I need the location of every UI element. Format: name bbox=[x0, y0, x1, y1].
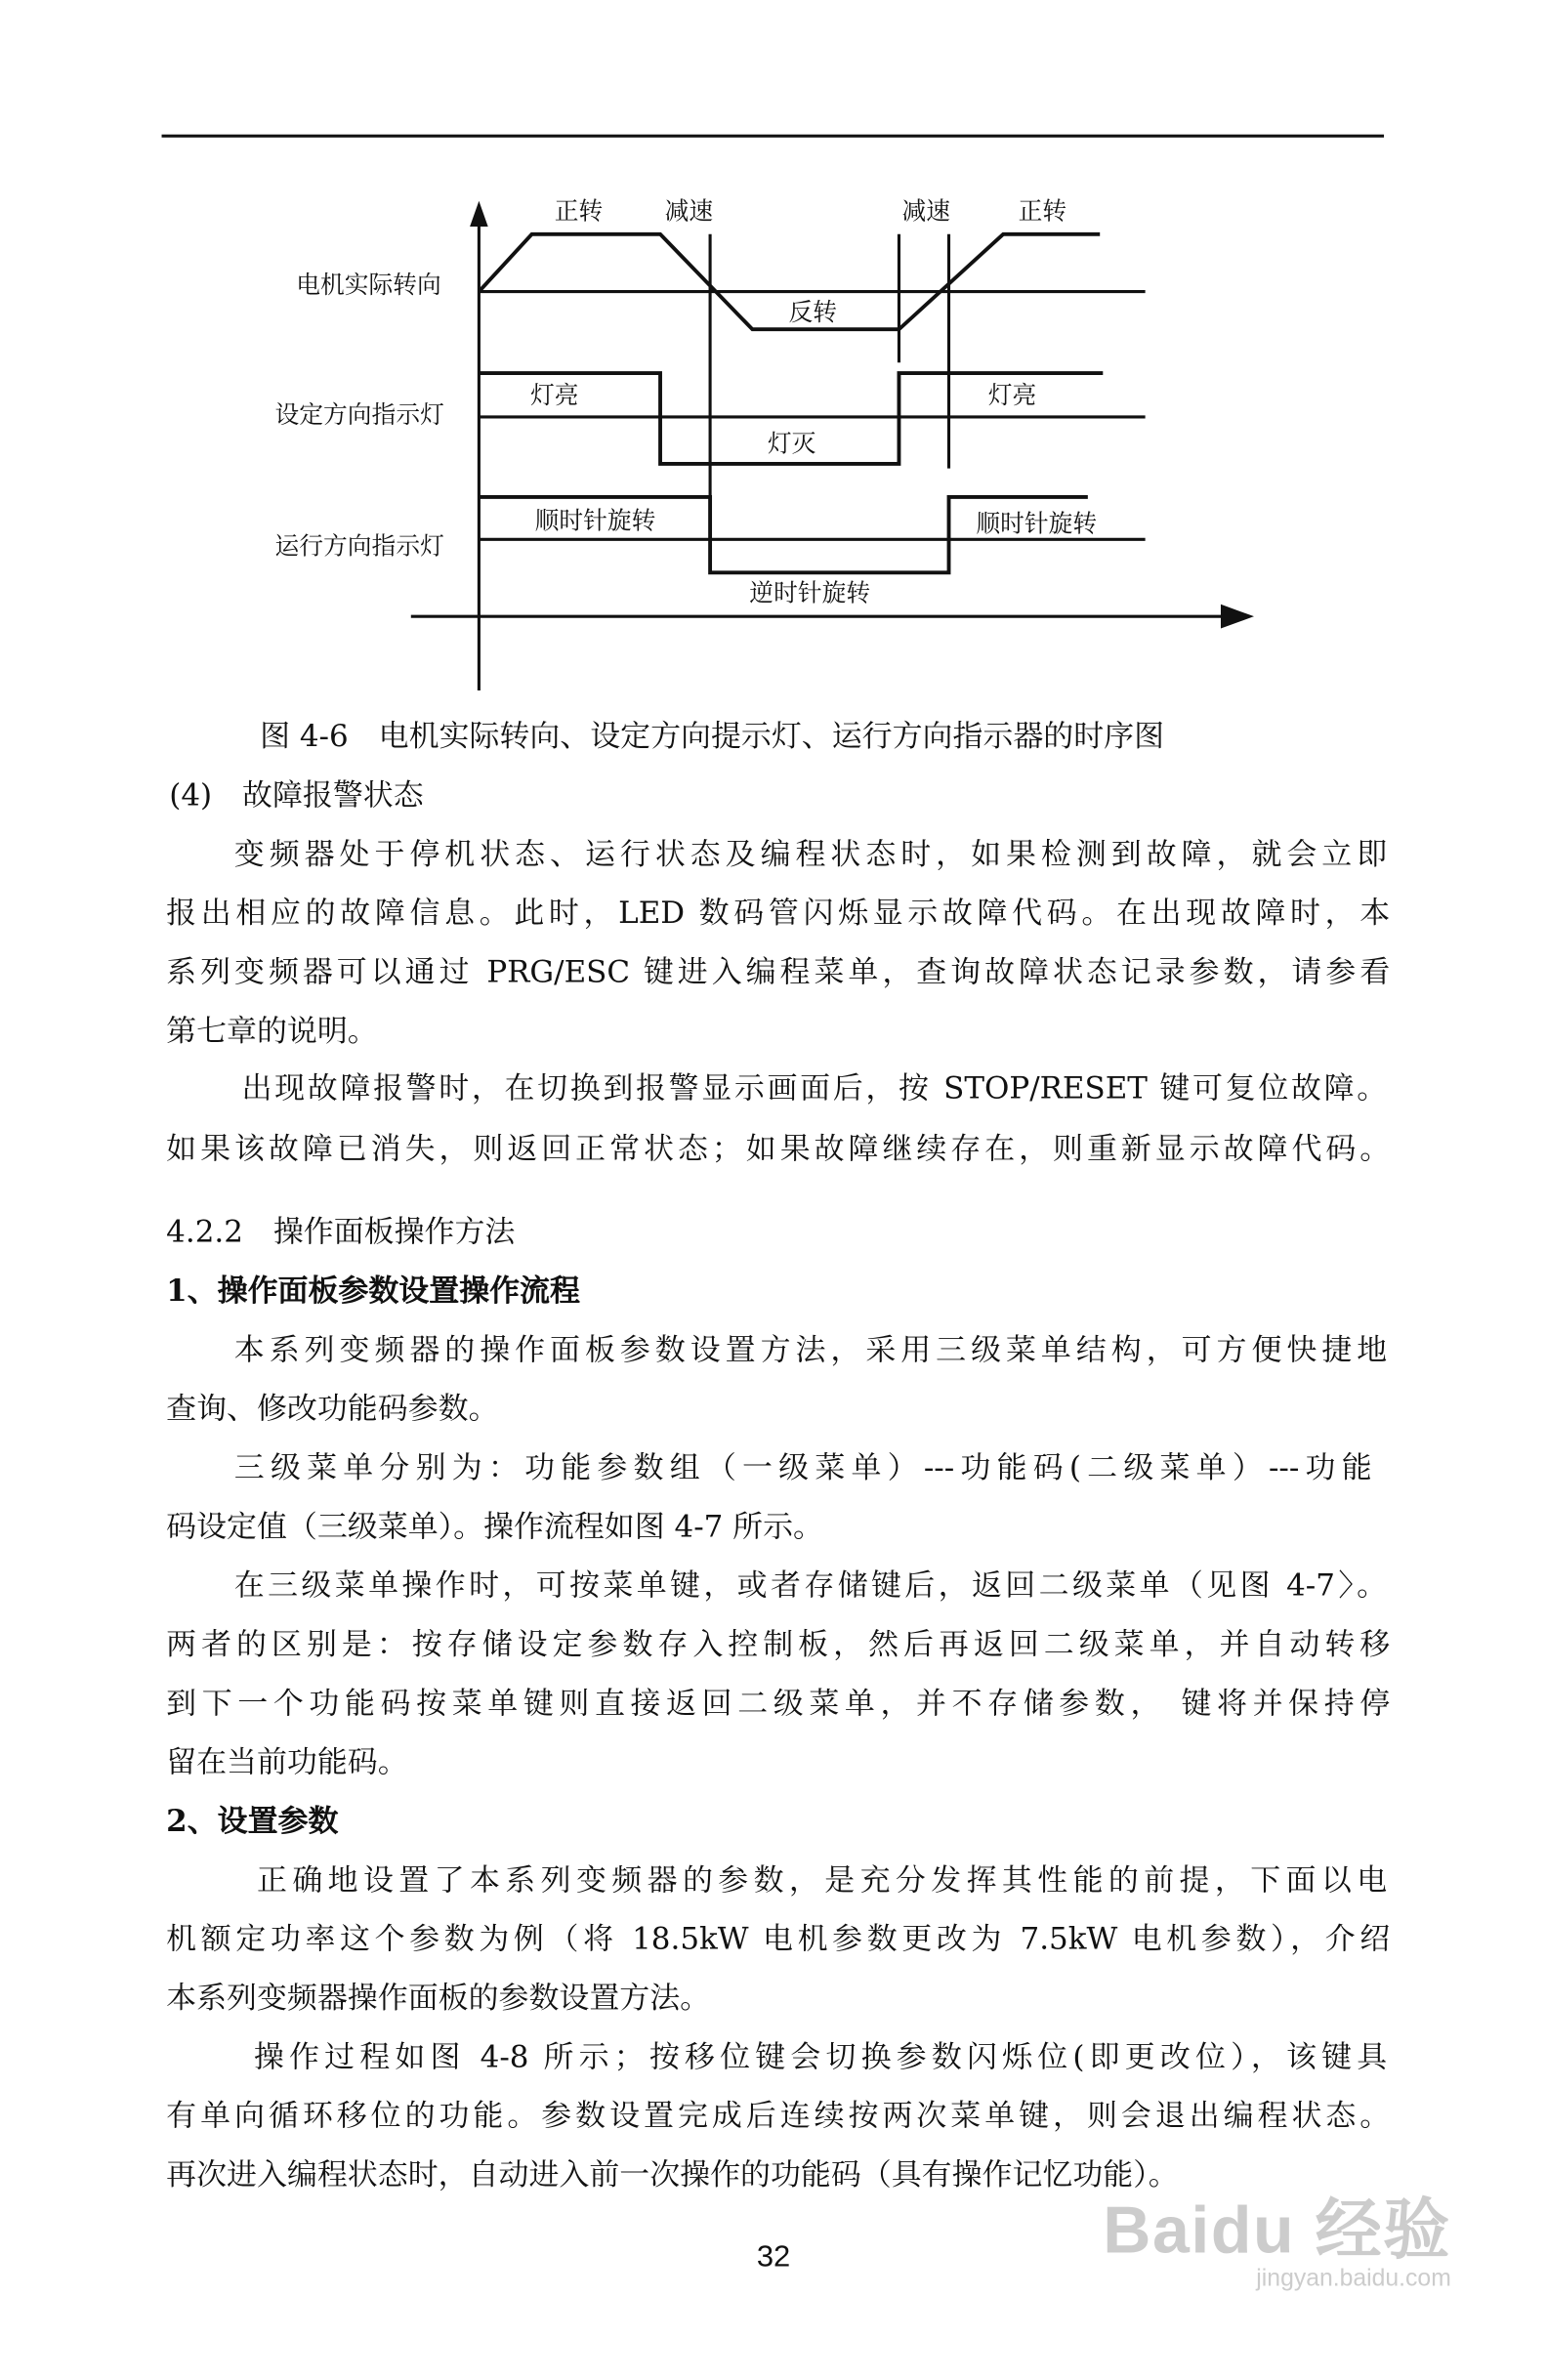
label-counterclockwise: 逆时针旋转 bbox=[749, 578, 871, 607]
paragraph-line: 本系列变频器的操作面板参数设置方法，采用三级菜单结构，可方便快捷地 bbox=[233, 1330, 1388, 1368]
paragraph-line: 正确地设置了本系列变频器的参数，是充分发挥其性能的前提，下面以电 bbox=[256, 1860, 1388, 1899]
paragraph-line: 本系列变频器操作面板的参数设置方法。 bbox=[166, 1979, 711, 2016]
row-label-run-light: 运行方向指示灯 bbox=[274, 531, 444, 561]
subsection-heading: 1、操作面板参数设置操作流程 bbox=[166, 1272, 580, 1309]
label-forward: 正转 bbox=[1018, 196, 1067, 226]
paragraph-line: 再次进入编程状态时，自动进入前一次操作的功能码（具有操作记忆功能）。 bbox=[166, 2155, 1179, 2192]
paragraph-line: 出现故障报警时，在切换到报警显示画面后，按 STOP/RESET 键可复位故障。 bbox=[241, 1069, 1388, 1106]
section-title: (4) 故障报警状态 bbox=[169, 776, 424, 814]
paragraph-line: 机额定功率这个参数为例（将 18.5kW 电机参数更改为 7.5kW 电机参数），介绍 bbox=[166, 1920, 1391, 1957]
watermark-url: jingyan.baidu.com bbox=[1256, 2266, 1451, 2292]
section-heading: 4.2.2 操作面板操作方法 bbox=[166, 1213, 516, 1250]
label-clockwise: 顺时针旋转 bbox=[534, 506, 656, 535]
label-decel: 减速 bbox=[901, 196, 951, 226]
page-number: 32 bbox=[756, 2240, 791, 2275]
row-label-motor: 电机实际转向 bbox=[296, 270, 441, 300]
paragraph-line: 系列变频器可以通过 PRG/ESC 键进入编程菜单，查询故障状态记录参数，请参看 bbox=[166, 953, 1391, 990]
paragraph-line: 留在当前功能码。 bbox=[166, 1743, 408, 1780]
label-light-on: 灯亮 bbox=[529, 380, 579, 410]
watermark-logo: Baidu 经验 bbox=[1103, 2193, 1451, 2269]
paragraph-line: 三级菜单分别为：功能参数组（一级菜单）---功能码(二级菜单）---功能 bbox=[233, 1448, 1372, 1485]
label-forward: 正转 bbox=[554, 196, 604, 226]
timing-diagram-lines bbox=[0, 0, 1547, 726]
paragraph-line: 到下一个功能码按菜单键则直接返回二级菜单，并不存储参数， 键将并保持停 bbox=[166, 1684, 1391, 1722]
paragraph-line: 在三级菜单操作时，可按菜单键，或者存储键后，返回二级菜单（见图 4-7〉。 bbox=[233, 1566, 1388, 1604]
paragraph-line: 码设定值（三级菜单）。操作流程如图 4-7 所示。 bbox=[166, 1507, 823, 1545]
label-light-on: 灯亮 bbox=[987, 380, 1037, 410]
subsection-heading: 2、设置参数 bbox=[166, 1802, 339, 1839]
paragraph-line: 报出相应的故障信息。此时，LED 数码管闪烁显示故障代码。在出现故障时，本 bbox=[166, 894, 1391, 931]
label-decel: 减速 bbox=[664, 196, 714, 226]
row-label-set-light: 设定方向指示灯 bbox=[274, 399, 444, 430]
baidu-watermark bbox=[1103, 2176, 1451, 2294]
paragraph-line: 操作过程如图 4-8 所示；按移位键会切换参数闪烁位(即更改位），该键具 bbox=[253, 2037, 1388, 2075]
paragraph-line: 第七章的说明。 bbox=[166, 1012, 378, 1049]
paragraph-line: 有单向循环移位的功能。参数设置完成后连续按两次菜单键，则会退出编程状态。 bbox=[166, 2097, 1391, 2134]
label-light-off: 灯灭 bbox=[767, 429, 816, 458]
y-axis-arrow-icon bbox=[470, 201, 488, 227]
time-axis-arrow-icon bbox=[1221, 605, 1254, 629]
label-clockwise: 顺时针旋转 bbox=[976, 509, 1098, 538]
paragraph-line: 两者的区别是：按存储设定参数存入控制板，然后再返回二级菜单，并自动转移 bbox=[166, 1625, 1391, 1662]
paragraph-line: 如果该故障已消失，则返回正常状态；如果故障继续存在，则重新显示故障代码。 bbox=[166, 1130, 1391, 1167]
label-reverse: 反转 bbox=[788, 297, 838, 327]
figure-caption: 图 4-6 电机实际转向、设定方向提示灯、运行方向指示器的时序图 bbox=[260, 717, 1165, 754]
paragraph-line: 查询、修改功能码参数。 bbox=[166, 1390, 499, 1427]
paragraph-line: 变频器处于停机状态、运行状态及编程状态时，如果检测到故障，就会立即 bbox=[233, 835, 1388, 872]
